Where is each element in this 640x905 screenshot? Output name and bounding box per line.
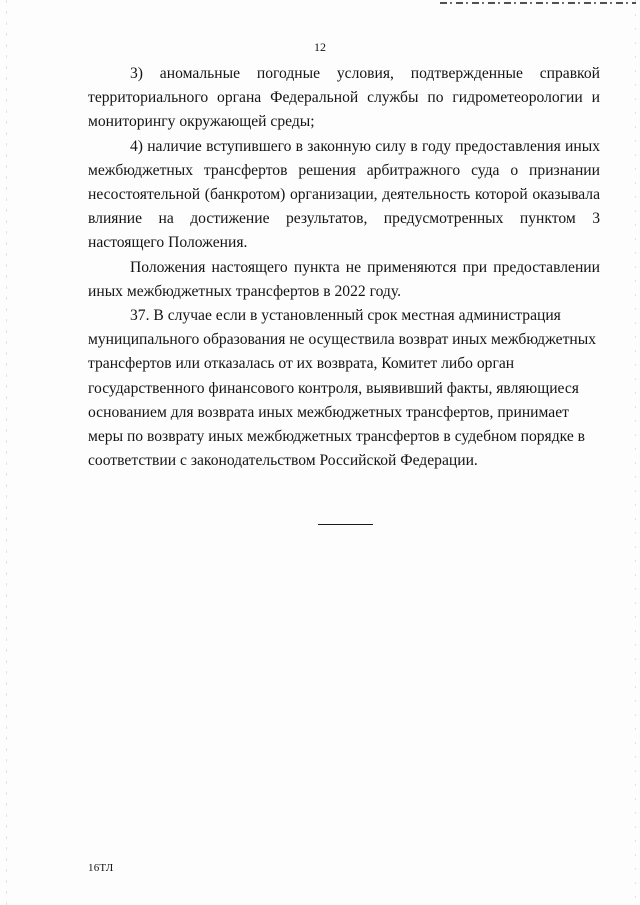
scan-edge-left <box>6 0 7 905</box>
scan-corner-mark <box>440 2 636 4</box>
end-separator-line <box>318 524 373 525</box>
paragraph-exception-note: Положения настоящего пункта не применяются при предоставлении иных межбюджетных трансфертов в 2022 году. <box>88 258 600 300</box>
paragraph-item-3: 3) аномальные погодные условия, подтвержденные справкой территориального органа Федеральной службы по гидрометеорологии и мониторингу окружающей среды; <box>88 65 600 131</box>
body-text <box>88 62 600 473</box>
paragraph-section-37: 37. В случае если в установленный срок местная администрация муниципального образования не осуществила возврат иных межбюджетных трансфертов или отказалась от их возврата, Комитет либо орган государственного финансового контроля, выявивший факты, являющиеся основанием для возврата иных межбюджетных трансфертов, принимает меры по возврату иных межбюджетных трансфертов в судебном порядке в соответствии с законодательством Российской Федерации. <box>88 307 597 470</box>
scan-edge-right <box>635 0 636 905</box>
paragraph-item-4: 4) наличие вступившего в законную силу в году предоставления иных межбюджетных трансфертов решения арбитражного суда о признании несостоятельной (банкротом) организации, деятельность которой оказывала влияние на достижение результатов, предусмотренных пунктом 3 настоящего Положения. <box>88 137 600 252</box>
page-number: 12 <box>314 40 326 54</box>
footer-code: 16ТЛ <box>88 862 114 874</box>
